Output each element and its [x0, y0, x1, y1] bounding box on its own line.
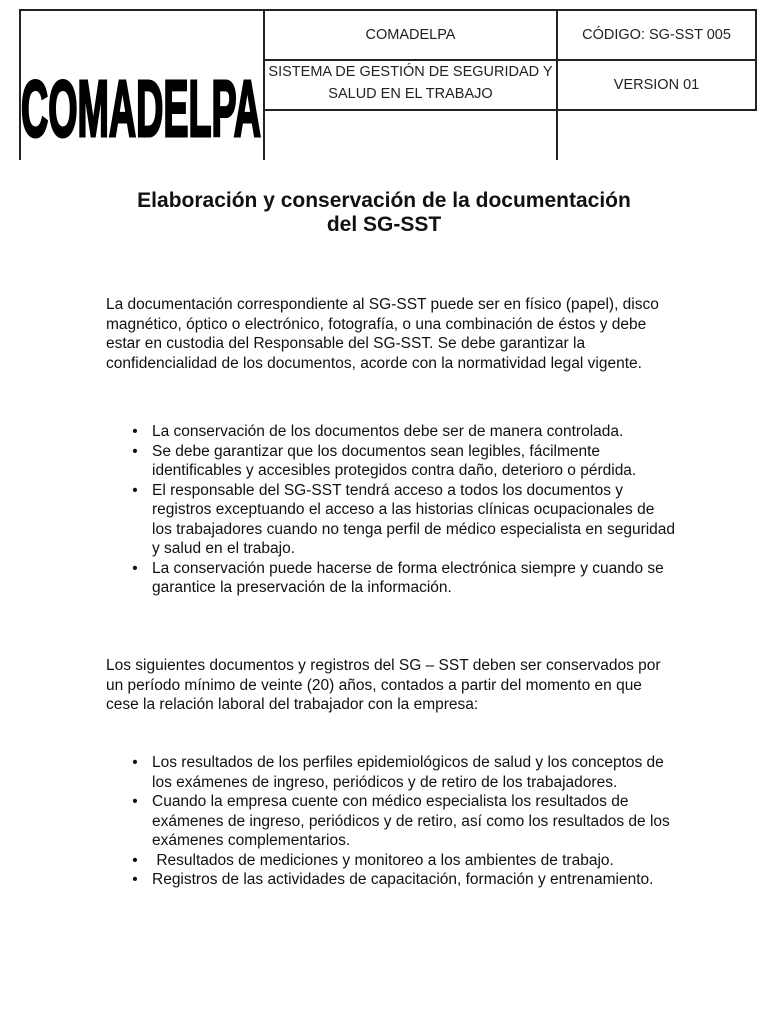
list-item: [106, 753, 676, 792]
header-code-cell: [558, 11, 755, 59]
header-version-cell: [558, 61, 755, 109]
bullet-icon: •: [132, 481, 138, 499]
header-company-name: COMADELPA: [365, 27, 456, 43]
list-item: [106, 481, 676, 559]
document-code: CÓDIGO: SG-SST 005: [582, 27, 731, 43]
page-title-line1: Elaboración y conservación de la documentación: [137, 189, 631, 212]
header-company-cell: [265, 11, 556, 59]
intro-paragraph: La documentación correspondiente al SG-SST puede ser en físico (papel), disco magnético, óptico o electrónico, fotografía, o una combinación de éstos y debe estar en custodia del Responsable del SG-SST. Se debe garantizar la confidencialidad de los documentos, acorde con la normatividad legal vigente.: [106, 296, 659, 372]
header-system-line2: SALUD EN EL TRABAJO: [328, 86, 493, 102]
header-border-left: [19, 9, 263, 11]
list-item-text: Registros de las actividades de capacitación, formación y entrenamiento.: [152, 871, 654, 888]
list-item-text: La conservación puede hacerse de forma electrónica siempre y cuando se garantice la preservación de la información.: [152, 559, 664, 596]
bullet-icon: •: [132, 851, 138, 869]
bullet-icon: •: [132, 754, 138, 771]
list-item: [106, 442, 676, 481]
header-system-line1: SISTEMA DE GESTIÓN DE SEGURIDAD Y: [268, 64, 553, 80]
header-row-divider: [263, 109, 757, 111]
page-title-line2: del SG-SST: [326, 213, 442, 236]
page-title: [60, 189, 708, 237]
bullet-icon: •: [132, 559, 138, 577]
retained-documents-list: [106, 753, 676, 890]
list-item: [106, 870, 676, 890]
list-item: [106, 792, 676, 851]
list-item-text: Los resultados de los perfiles epidemiológicos de salud y los conceptos de los exámenes de ingreso, periódicos y de retiro de los trabajadores.: [152, 754, 664, 791]
company-logo-text: COMADELPA: [21, 64, 261, 148]
list-item: [106, 422, 676, 442]
bullet-icon: •: [132, 793, 138, 810]
bullet-icon: •: [132, 442, 138, 460]
bullet-icon: •: [132, 423, 138, 440]
list-item-text: Cuando la empresa cuente con médico especialista los resultados de exámenes de ingreso, periódicos y de retiro, así como los resultados de los exámenes complementarios.: [152, 793, 670, 849]
header-system-cell: [265, 61, 556, 109]
company-logo: [19, 43, 263, 153]
conservation-list: [106, 422, 676, 598]
list-item-text: Resultados de mediciones y monitoreo a los ambientes de trabajo.: [152, 851, 614, 869]
retention-paragraph: Los siguientes documentos y registros del SG – SST deben ser conservados por un período mínimo de veinte (20) años, contados a partir del momento en que cese la relación laboral del trabajador con la empresa:: [106, 657, 661, 713]
list-item: [106, 851, 676, 871]
list-item-text: La conservación de los documentos debe ser de manera controlada.: [152, 423, 624, 440]
document-version: VERSION 01: [613, 77, 700, 93]
document-header: [19, 9, 757, 160]
list-item-text: El responsable del SG-SST tendrá acceso a todos los documentos y registros exceptuando el acceso a las historias clínicas ocupacionales de los trabajadores cuando no tenga perfil de médico especialista en seguridad y salud en el trabajo.: [152, 481, 676, 557]
company-logo-wordmark: [19, 48, 263, 148]
list-item: [106, 559, 676, 598]
bullet-icon: •: [132, 871, 138, 888]
list-item-text: Se debe garantizar que los documentos sean legibles, fácilmente identificables y accesibles protegidos contra daño, deterioro o pérdida.: [152, 442, 637, 479]
